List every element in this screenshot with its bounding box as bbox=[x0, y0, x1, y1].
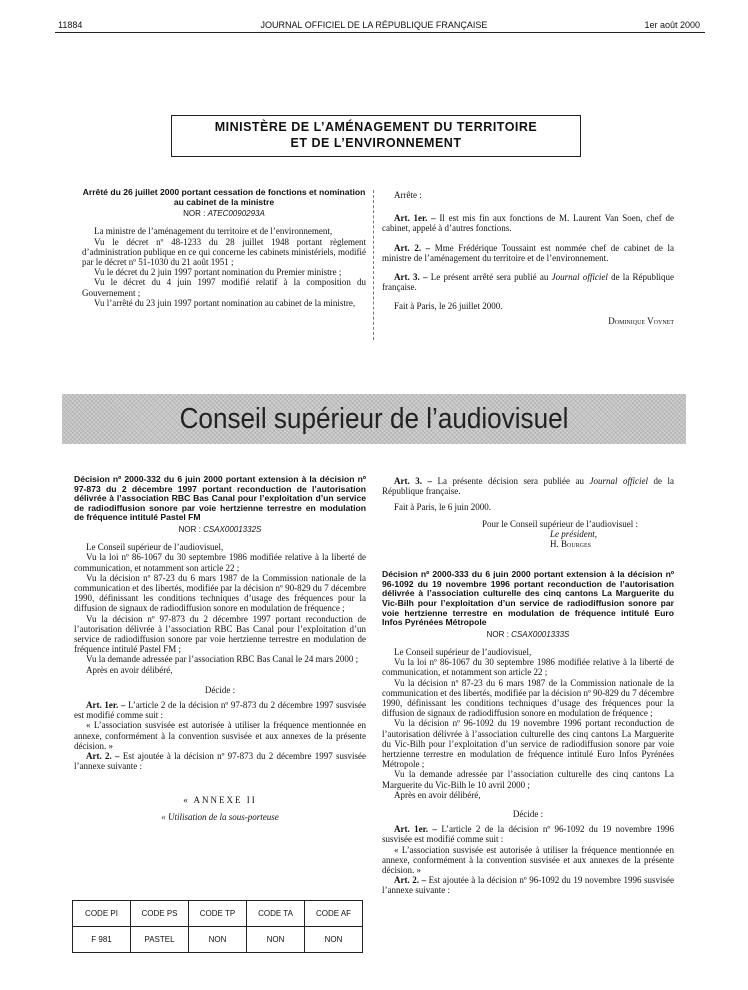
decision1-article-3 bbox=[382, 476, 674, 496]
decision1-article-2 bbox=[74, 751, 366, 771]
article-text: Le présent arrêté sera publié au bbox=[430, 272, 549, 283]
table-cell: PASTEL bbox=[131, 927, 189, 953]
article-text: Mme Frédérique Toussaint est nommée chef de cabinet de la ministre de l’aménagement du territoire et de l’environnement. bbox=[382, 242, 674, 263]
annexe-table bbox=[72, 900, 363, 953]
decision1-left-column bbox=[74, 475, 366, 822]
article-text: L’article 2 de la décision nº 97-873 du 2 décembre 1997 susvisée est modifié comme suit : bbox=[74, 700, 366, 721]
article-label: Art. 2. – bbox=[394, 875, 427, 886]
table-row bbox=[73, 927, 363, 953]
banner-title: Conseil supérieur de l’audiovisuel bbox=[179, 403, 569, 435]
article-label: Art. 1er. – bbox=[394, 824, 437, 835]
decision2-article-1 bbox=[382, 824, 674, 844]
issue-date: 1er août 2000 bbox=[644, 20, 700, 30]
journal-name: Journal officiel bbox=[551, 272, 608, 283]
ministry-heading-box bbox=[171, 115, 581, 157]
arrete-signature: Dominique Voynet bbox=[608, 315, 674, 326]
nor-code: CSAX0001332S bbox=[203, 524, 262, 534]
article-label: Art. 3. – bbox=[394, 272, 428, 283]
article-text: La présente décision sera publiée au bbox=[437, 476, 584, 486]
arrete-article-3 bbox=[382, 272, 674, 292]
section-banner bbox=[62, 394, 686, 444]
decision2-nor bbox=[382, 630, 674, 640]
decision1-paragraph: Après en avoir délibéré, bbox=[86, 664, 173, 675]
table-header-cell: CODE TA bbox=[247, 901, 305, 927]
decision1-paragraph: Vu la décision nº 87-23 du 6 mars 1987 de la Commission nationale de la communication et des libertés, modifiée par la décision nº 90-829 du 7 décembre 1990, définissant les conditions techniques d’usage des fréquences pour la diffusion de signaux de radiodiffusion sonore en modulation de fréquence ; bbox=[74, 572, 366, 614]
decision1-role: Le président, bbox=[550, 528, 597, 539]
arrete-nor bbox=[82, 209, 366, 219]
page-number: 11884 bbox=[58, 20, 83, 30]
article-label: Art. 2. – bbox=[86, 751, 120, 762]
article-text: Est ajoutée à la décision nº 96-1092 du 19 novembre 1996 susvisée l’annexe suivante : bbox=[382, 875, 675, 896]
arrete-label: Arrête : bbox=[394, 190, 422, 200]
arrete-fait: Fait à Paris, le 26 juillet 2000. bbox=[394, 301, 503, 312]
nor-label: NOR : bbox=[486, 629, 509, 639]
article-text: Est ajoutée à la décision nº 97-873 du 2 décembre 1997 susvisée l’annexe suivante : bbox=[74, 751, 366, 772]
arrete-left-column bbox=[82, 188, 366, 308]
arrete-paragraph: Vu le décret du 2 juin 1997 portant nomination du Premier ministre ; bbox=[94, 267, 342, 278]
arrete-paragraph: Vu l’arrêté du 23 juin 1997 portant nomination au cabinet de la ministre, bbox=[94, 297, 356, 308]
journal-title: JOURNAL OFFICIEL DE LA RÉPUBLIQUE FRANÇAISE bbox=[260, 20, 488, 30]
article-text: L’article 2 de la décision nº 96-1092 du 19 novembre 1996 susvisée est modifié comme suit : bbox=[382, 824, 675, 845]
table-header-cell: CODE AF bbox=[305, 901, 363, 927]
ministry-title-line2: ET DE L’ENVIRONNEMENT bbox=[290, 136, 462, 150]
article-text: Il est mis fin aux fonctions de M. Laurent Van Soen, chef de cabinet, appelé à d’autres fonctions. bbox=[382, 213, 675, 234]
decision1-quote: « L’association susvisée est autorisée à utiliser la fréquence mentionnée en annexe, conformément à la convention susvisée et aux annexes de la présente décision. » bbox=[74, 720, 366, 751]
table-header-cell: CODE TP bbox=[189, 901, 247, 927]
decision1-nor bbox=[74, 525, 366, 535]
table-cell: F 981 bbox=[73, 927, 131, 953]
article-label: Art. 2. – bbox=[394, 242, 431, 253]
decision2-quote: « L’association susvisée est autorisée à utiliser la fréquence mentionnée en annexe, conformément à la convention susvisée et aux annexes de la présente décision. » bbox=[382, 844, 674, 876]
arrete-paragraph: Vu le décret nº 48-1233 du 28 juillet 1948 portant règlement d’administration publique en ce qui concerne les cabinets ministériels, modifié par le décret nº 51-1030 du 21 août 1951 ; bbox=[82, 236, 366, 267]
nor-label: NOR : bbox=[183, 209, 206, 219]
decision2-paragraph: Vu la décision nº 87-23 du 6 mars 1987 de la Commission nationale de la communication et des libertés, modifiée par la décision nº 90-829 du 7 décembre 1990, définissant les conditions techniques d’usage des fréquences pour la diffusion de signaux de radiodiffusion sonore en modulation de fréquence ; bbox=[382, 677, 674, 719]
table-header-cell: CODE PI bbox=[73, 901, 131, 927]
article-text: de la République française. bbox=[382, 272, 675, 293]
header-rule bbox=[55, 32, 705, 33]
nor-code: CSAX0001333S bbox=[511, 629, 570, 639]
decision1-pour: Pour le Conseil supérieur de l’audiovisuel : bbox=[482, 518, 638, 529]
decision1-paragraph: Le Conseil supérieur de l’audiovisuel, bbox=[86, 542, 224, 553]
arrete-paragraph: Vu le décret du 4 juin 1997 modifié relatif à la composition du Gouvernement ; bbox=[82, 277, 366, 298]
decision2-paragraph: Vu la loi nº 86-1067 du 30 septembre 1986 modifiée relative à la liberté de communication, et notamment son article 22 ; bbox=[382, 657, 674, 678]
article-text: de la République française. bbox=[382, 476, 675, 497]
annexe-title: « ANNEXE II bbox=[183, 795, 257, 806]
table-cell: NON bbox=[189, 927, 247, 953]
decision1-paragraph: Vu la demande adressée par l’association RBC Bas Canal le 24 mars 2000 ; bbox=[86, 654, 359, 665]
decision2-paragraph: Le Conseil supérieur de l’audiovisuel, bbox=[394, 646, 532, 657]
decision2-decide: Décide : bbox=[512, 809, 544, 820]
decision2-paragraph: Vu la demande adressée par l’association culturelle des cinq cantons La Marguerite du Vic-Bilh le 10 avril 2000 ; bbox=[382, 769, 674, 790]
nor-code: ATEC0090293A bbox=[207, 209, 265, 219]
arrete-paragraph: La ministre de l’aménagement du territoire et de l’environnement, bbox=[94, 226, 333, 237]
decision1-decide: Décide : bbox=[204, 684, 236, 695]
table-cell: NON bbox=[305, 927, 363, 953]
decision1-title: Décision nº 2000-332 du 6 juin 2000 portant extension à la décision nº 97-873 du 2 décembre 1997 portant reconduction de l’autorisation délivrée à l’association RBC Bas Canal pour l’exploitation d’un service de radiodiffusion sonore par voie hertzienne terrestre en modulation de fréquence intitulé Pastel FM bbox=[74, 474, 366, 523]
ministry-title-line1: MINISTÈRE DE L’AMÉNAGEMENT DU TERRITOIRE bbox=[214, 120, 538, 134]
article-label: Art. 3. – bbox=[394, 476, 432, 486]
annexe-subtitle: « Utilisation de la sous-porteuse bbox=[161, 811, 279, 822]
decision1-fait: Fait à Paris, le 6 juin 2000. bbox=[394, 502, 491, 513]
decision-right-column bbox=[382, 476, 674, 896]
table-cell: NON bbox=[247, 927, 305, 953]
table-header-cell: CODE PS bbox=[131, 901, 189, 927]
decision1-article-1 bbox=[74, 700, 366, 720]
nor-label: NOR : bbox=[178, 524, 201, 534]
decision2-paragraph: Après en avoir délibéré, bbox=[394, 789, 481, 800]
decision1-paragraph: Vu la loi nº 86-1067 du 30 septembre 1986 modifiée relative à la liberté de communication, et notamment son article 22 ; bbox=[74, 552, 366, 573]
arrete-right-column bbox=[382, 190, 674, 326]
table-header-row bbox=[73, 901, 363, 927]
arrete-article-1 bbox=[382, 213, 674, 233]
journal-name: Journal officiel bbox=[589, 476, 648, 486]
article-label: Art. 1er. – bbox=[86, 700, 126, 711]
decision2-paragraph: Vu la décision nº 96-1092 du 19 novembre 1996 portant reconduction de l’autorisation délivrée à l’association culturelle des cinq cantons La Marguerite du Vic-Bilh pour l’exploitation d’un service de radiodiffusion sonore par voie hertzienne terrestre en modulation de fréquence intitulé Euro Infos Pyrénées Métropole ; bbox=[382, 718, 674, 770]
arrete-article-2 bbox=[382, 243, 674, 263]
decision2-title: Décision nº 2000-333 du 6 juin 2000 portant extension à la décision nº 96-1092 du 19 novembre 1996 portant reconduction de l’autorisation délivrée à l’association culturelle des cinq cantons La Marguerite du Vic-Bilh pour l’exploitation d’un service de radiodiffusion sonore par voie hertzienne terrestre en modulation de fréquence intitulé Euro Infos Pyrénées Métropole bbox=[382, 569, 674, 628]
decision1-paragraph: Vu la décision nº 97-873 du 2 décembre 1997 portant reconduction de l’autorisation délivrée à l’association RBC Bas Canal pour l’exploitation d’un service de radiodiffusion sonore par voie hertzienne terrestre en modulation de fréquence intitulé Pastel FM ; bbox=[74, 613, 366, 655]
article-label: Art. 1er. – bbox=[394, 213, 436, 224]
decision1-signature: H. Bourges bbox=[550, 539, 592, 550]
arrete-title: Arrêté du 26 juillet 2000 portant cessation de fonctions et nomination au cabinet de la ministre bbox=[82, 187, 366, 207]
column-divider bbox=[373, 190, 374, 340]
decision2-article-2 bbox=[382, 875, 674, 895]
